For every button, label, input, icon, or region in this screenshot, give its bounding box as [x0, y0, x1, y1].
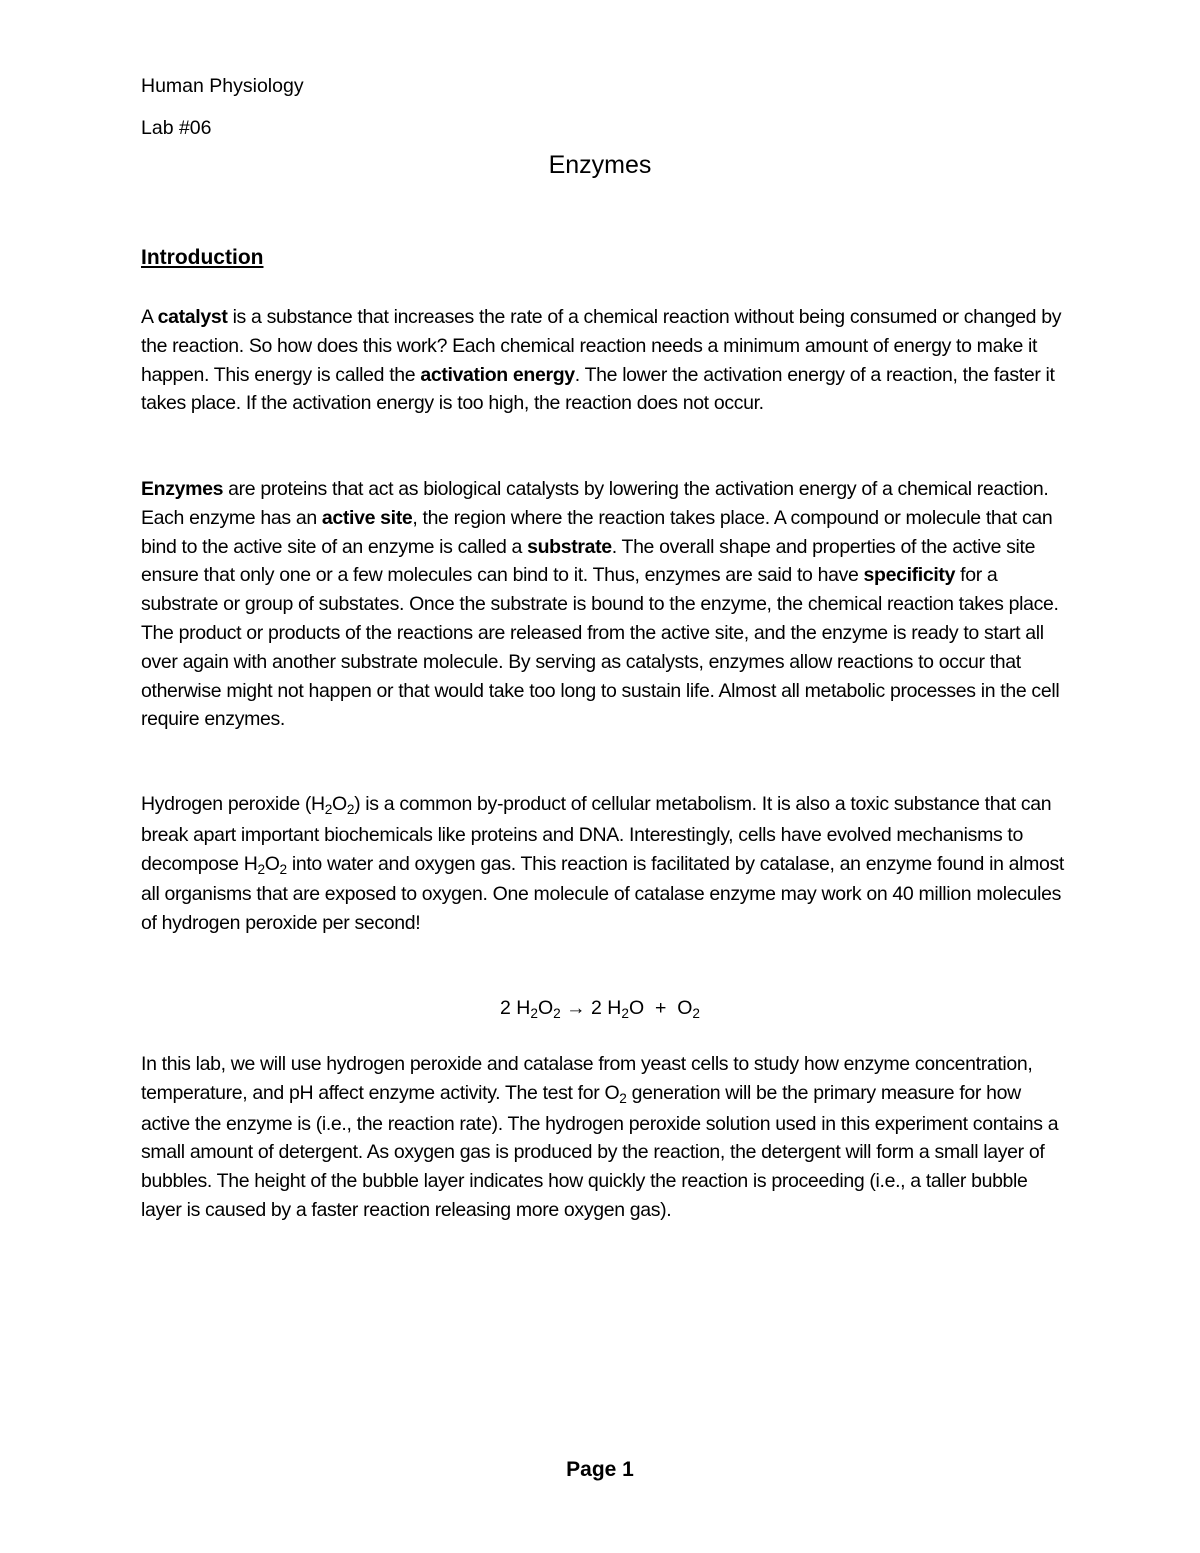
term-active-site: active site — [321, 506, 413, 529]
paragraph-hydrogen-peroxide: Hydrogen peroxide $(H_2O_2)$ is a common by-product of cellular metabolism. It is also a toxic substance that can break apart important biochemicals like proteins and DNA. Interestingly, cells have evolved mechanisms to decompose $H_2O_2$ into water and oxygen gas. This reaction is facilitated by catalase, an enzyme found in almost all organisms that are exposed to oxygen. One molecule of catalase enzyme may work on 40 million molecules of hydrogen peroxide per second! — [141, 793, 1064, 935]
paragraph-catalyst: A catalyst is a substance that increases the rate of a chemical reaction without being consumed or changed by the reaction. So how does this work? Each chemical reaction needs a minimum amount of energy to make it happen. This energy is called the activation energy. The lower the activation energy of a reaction, the faster it takes place. If the activation energy is too high, the reaction does not occur. — [141, 306, 1062, 415]
page-number: Page 1 — [566, 1458, 634, 1481]
term-substrate: substrate — [527, 535, 612, 558]
term-activation-energy: activation energy — [420, 363, 575, 386]
term-specificity: specificity — [863, 564, 956, 587]
term-catalyst: catalyst — [157, 306, 228, 328]
reaction-arrow-icon: → — [560, 997, 592, 1019]
course-name: Human Physiology — [141, 75, 304, 97]
lab-number: Lab #06 — [141, 117, 212, 139]
reaction-equation: 2 $H_2O_2 \to 2$ $H_2O + O_2$ — [499, 997, 700, 1021]
term-enzymes: Enzymes — [141, 478, 224, 500]
document-title: Enzymes — [548, 151, 652, 179]
section-heading-introduction: Introduction — [141, 246, 264, 269]
paragraph-lab-overview: In this lab, we will use hydrogen peroxide and catalase from yeast cells to study how enzyme concentration, temperature, and pH affect enzyme activity. The test for $O_2$ generation will be the primary measure for how active the enzyme is (i.e., the reaction rate). The hydrogen peroxide solution used in this experiment contains a small amount of detergent. As oxygen gas is produced by the reaction, the detergent will form a small layer of bubbles. The height of the bubble layer indicates how quickly the reaction is proceeding (i.e., a taller bubble layer is caused by a faster reaction releasing more oxygen gas). — [141, 1053, 1059, 1221]
paragraph-enzymes: Enzymes are proteins that act as biological catalysts by lowering the activation energy of a chemical reaction. Each enzyme has an active site, the region where the reaction takes place. A compound or molecule that can bind to the active site of an enzyme is called a substrate. The overall shape and properties of the active site ensure that only one or a few molecules can bind to it. Thus, enzymes are said to have specificity for a substrate or group of substates. Once the substrate is bound to the enzyme, the chemical reaction takes place. The product or products of the reactions are released from the active site, and the enzyme is ready to start all over again with another substrate molecule. By serving as catalysts, enzymes allow reactions to occur that otherwise might not happen or that would take too long to sustain life. Almost all metabolic processes in the cell require enzymes. — [141, 478, 1060, 731]
